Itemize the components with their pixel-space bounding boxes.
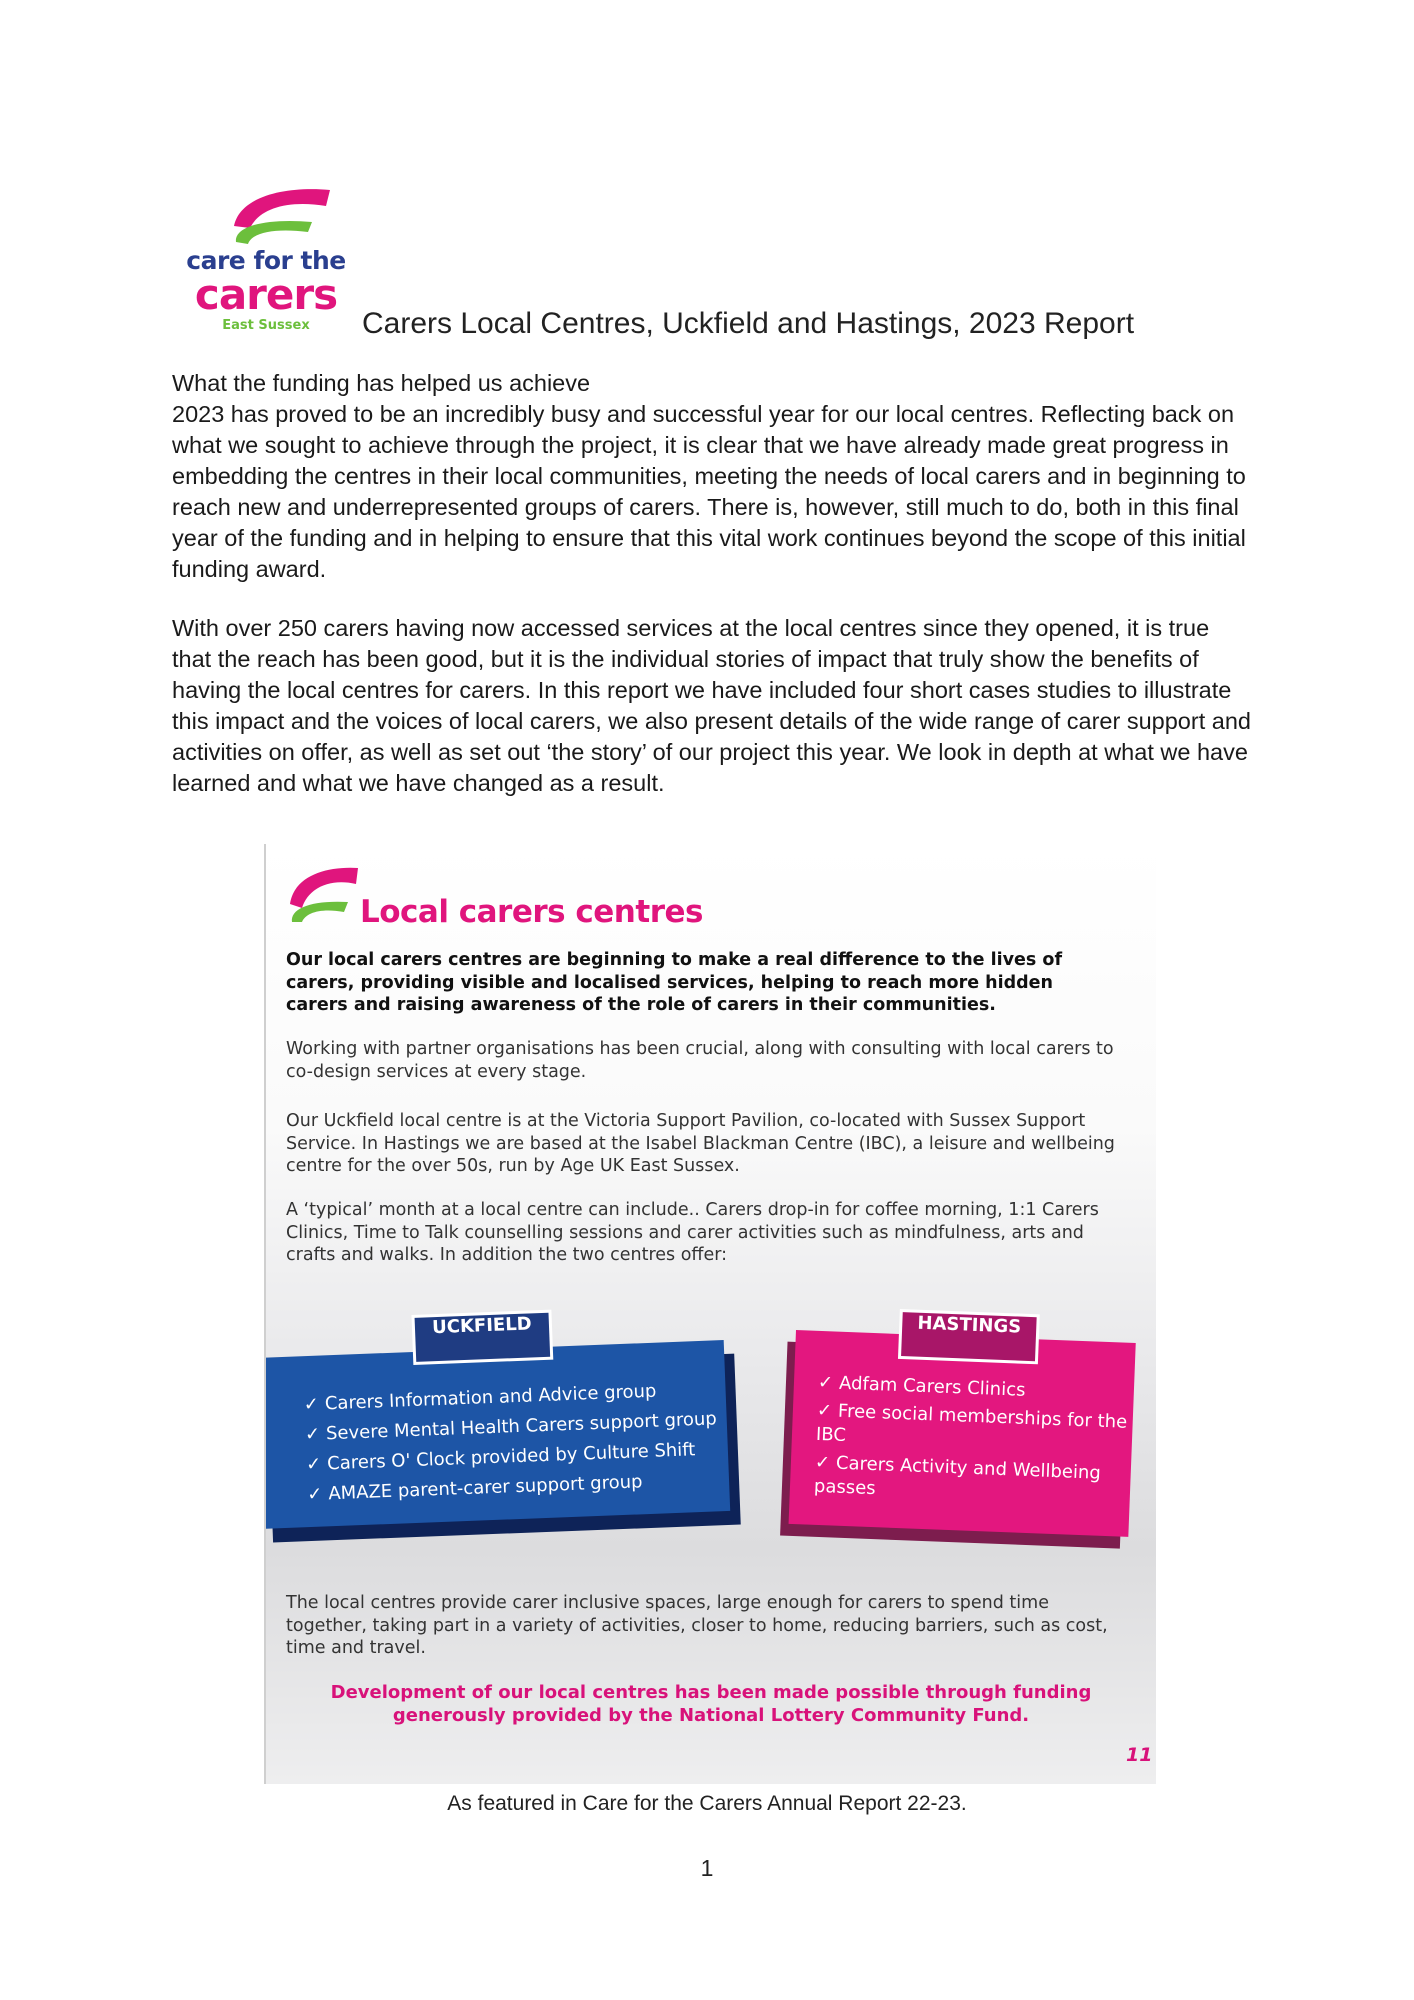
section-heading: What the funding has helped us achieve	[172, 370, 591, 396]
check-icon: ✓	[814, 1451, 831, 1474]
embedded-funding-note: Development of our local centres has been made possible through funding generously provided by the National Lottery Community Fund.	[330, 1682, 1092, 1726]
hastings-label: HASTINGS	[901, 1312, 1037, 1361]
list-item-text: Carers Activity and Wellbeing passes	[813, 1452, 1102, 1500]
hastings-card	[788, 1312, 1141, 1543]
check-icon: ✓	[305, 1453, 322, 1476]
list-item-text: Severe Mental Health Carers support group	[325, 1408, 718, 1445]
logo-swoosh-icon	[226, 184, 336, 246]
embedded-paragraph-locations: Our Uckfield local centre is at the Victoria Support Pavilion, co-located with Sussex Support Service. In Hastings we are based at the Isabel Blackman Centre (IBC), a leisure and wellbeing centre for the over 50s, run by Age UK East Sussex.	[286, 1111, 1115, 1176]
embedded-paragraph-partners: Working with partner organisations has been crucial, along with consulting with local carers to co-design services at every stage.	[286, 1039, 1114, 1082]
page-number: 1	[700, 1855, 714, 1881]
list-item-text: AMAZE parent-carer support group	[327, 1471, 643, 1505]
check-icon: ✓	[817, 1371, 834, 1394]
uckfield-label: UCKFIELD	[415, 1313, 551, 1362]
list-item-text: Carers O' Clock provided by Culture Shift	[326, 1439, 696, 1475]
list-item-text: Adfam Carers Clinics	[838, 1372, 1026, 1401]
embedded-paragraph-typical-month: A ‘typical’ month at a local centre can include.. Carers drop-in for coffee morning, 1:1 Carers Clinics, Time to Talk counselling sessions and carer activities such as mindfulness, arts and crafts and walks. In addition the two centres offer:	[286, 1200, 1099, 1265]
hastings-list	[813, 1371, 1140, 1515]
paragraph-reach: With over 250 carers having now accessed services at the local centres since they opened, it is true that the reach has been good, but it is the individual stories of impact that truly show the benefits of having the local centres for carers. In this report we have included four short cases studies to illustrate this impact and the voices of local carers, we also present details of the wide range of carer support and activities on offer, as well as set out ‘the story’ of our project this year. We look in depth at what we have learned and what we have changed as a result.	[172, 615, 1251, 796]
image-caption: As featured in Care for the Carers Annual Report 22-23.	[447, 1792, 967, 1815]
list-item	[814, 1451, 1138, 1511]
logo-text-care-for-the: care for the	[186, 246, 346, 275]
list-item-text: Free social memberships for the IBC	[815, 1400, 1128, 1446]
check-icon: ✓	[303, 1393, 320, 1416]
page-title: Carers Local Centres, Uckfield and Hastings, 2023 Report	[362, 307, 1135, 340]
list-item-text: Carers Information and Advice group	[324, 1380, 657, 1415]
embedded-page-number: 11	[1126, 1744, 1153, 1766]
embedded-intro: Our local carers centres are beginning to make a real difference to the lives of carers, providing visible and localised services, helping to reach more hidden carers and raising awareness of the role of carers in their communities.	[286, 950, 1063, 1015]
check-icon: ✓	[306, 1483, 323, 1506]
logo-text-east-sussex: East Sussex	[222, 318, 310, 333]
embedded-report-page	[264, 844, 1156, 1784]
list-item	[816, 1399, 1140, 1459]
uckfield-list	[303, 1374, 719, 1510]
uckfield-card	[264, 1313, 741, 1543]
check-icon: ✓	[816, 1399, 833, 1422]
embedded-title: Local carers centres	[360, 894, 703, 930]
logo-text-carers: carers	[194, 270, 338, 319]
care-for-the-carers-logo	[186, 184, 346, 332]
paragraph-intro: 2023 has proved to be an incredibly busy and successful year for our local centres. Reflecting back on what we sought to achieve through the project, it is clear that we have already made great progress in embedding the centres in their local communities, meeting the needs of local carers and in beginning to reach new and underrepresented groups of carers. There is, however, still much to do, both in this final year of the funding and in helping to ensure that this vital work continues beyond the scope of this initial funding award.	[172, 401, 1246, 582]
embedded-logo-swoosh-icon	[286, 864, 360, 924]
check-icon: ✓	[304, 1423, 321, 1446]
embedded-paragraph-spaces: The local centres provide carer inclusive spaces, large enough for carers to spend time together, taking part in a variety of activities, closer to home, reducing barriers, such as cost, time and travel.	[286, 1593, 1108, 1658]
